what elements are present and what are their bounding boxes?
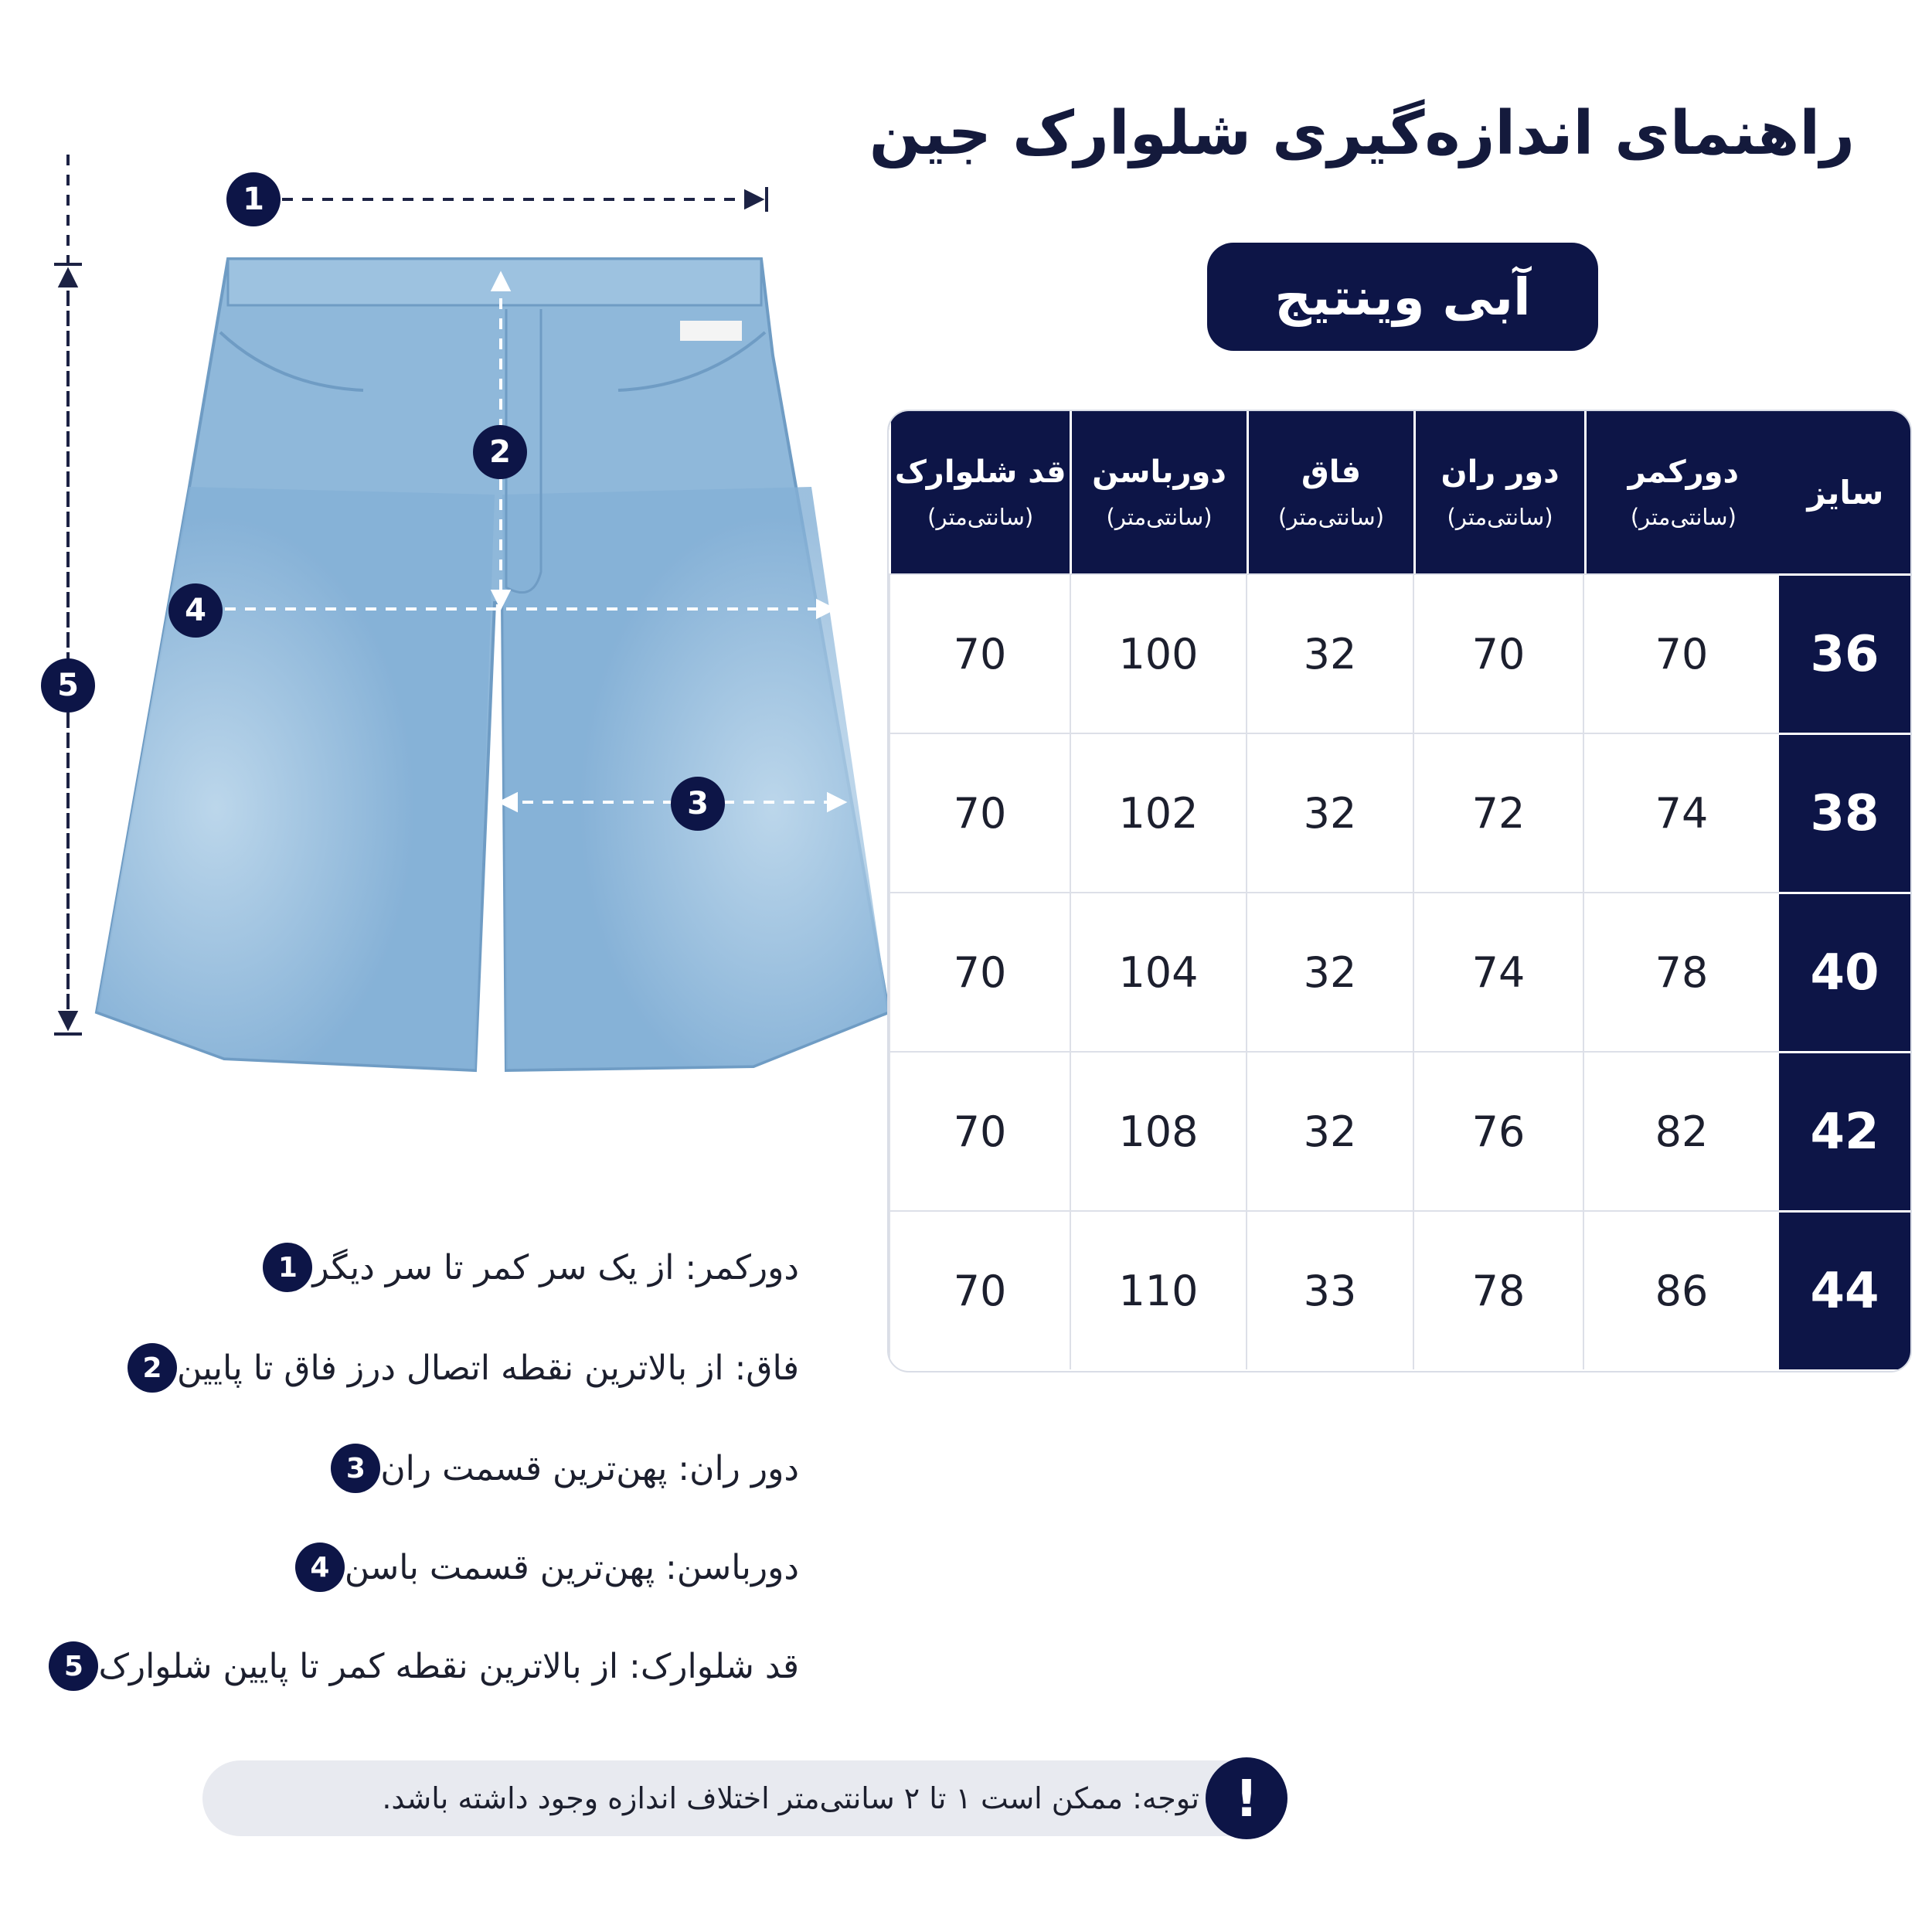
length-cell: 70 (889, 573, 1070, 733)
waist-cell: 78 (1583, 892, 1779, 1051)
legend-text: قد شلوارک: از بالاترین نقطه کمر تا پایین شلوارک (98, 1646, 799, 1686)
size-cell: 40 (1779, 892, 1910, 1051)
hip-cell: 100 (1070, 573, 1246, 733)
size-cell: 36 (1779, 573, 1910, 733)
rise-cell: 32 (1246, 892, 1413, 1051)
header-thigh: دور ران (سانتی‌متر) (1413, 411, 1584, 573)
header-hip: دورباسن (سانتی‌متر) (1070, 411, 1246, 573)
hip-cell: 102 (1070, 733, 1246, 892)
size-cell: 42 (1779, 1051, 1910, 1210)
rise-cell: 32 (1246, 1051, 1413, 1210)
table-row (889, 1210, 1910, 1369)
legend-text: دور ران: پهن‌ترین قسمت ران (380, 1448, 799, 1488)
header-rise: فاق (سانتی‌متر) (1247, 411, 1414, 573)
marker-2: 2 (473, 425, 527, 479)
table-header (889, 411, 1910, 573)
hip-cell: 104 (1070, 892, 1246, 1051)
jean-shorts-illustration (0, 155, 927, 1159)
size-table (887, 410, 1912, 1372)
legend-text: دورباسن: پهن‌ترین قسمت باسن (344, 1547, 799, 1587)
header-length: قد شلوارک (سانتی‌متر) (889, 411, 1070, 573)
length-cell: 70 (889, 1210, 1070, 1369)
length-cell: 70 (889, 892, 1070, 1051)
color-label: آبی وینتیج (1207, 243, 1598, 351)
rise-cell: 32 (1246, 733, 1413, 892)
table-row (889, 733, 1910, 892)
marker-4: 4 (168, 583, 223, 638)
size-cell: 38 (1779, 733, 1910, 892)
table-row (889, 1051, 1910, 1210)
hip-cell: 108 (1070, 1051, 1246, 1210)
hip-cell: 110 (1070, 1210, 1246, 1369)
number-badge: 2 (128, 1343, 177, 1393)
marker-3: 3 (671, 777, 725, 831)
legend-text: دورکمر: از یک سر کمر تا سر دیگر (312, 1247, 799, 1287)
table-row (889, 892, 1910, 1051)
note-bar (202, 1760, 1277, 1836)
shorts-diagram (0, 155, 927, 1159)
marker-1: 1 (226, 172, 281, 226)
number-badge: 1 (263, 1243, 312, 1292)
thigh-cell: 72 (1413, 733, 1583, 892)
waist-cell: 82 (1583, 1051, 1779, 1210)
length-cell: 70 (889, 1051, 1070, 1210)
waist-cell: 70 (1583, 573, 1779, 733)
exclamation-icon: ! (1206, 1757, 1287, 1839)
size-cell: 44 (1779, 1210, 1910, 1369)
number-badge: 4 (295, 1543, 345, 1592)
number-badge: 3 (331, 1444, 380, 1493)
marker-5: 5 (41, 658, 95, 713)
header-waist: دورکمر (سانتی‌متر) (1584, 411, 1781, 573)
page-title: راهنمای اندازه‌گیری شلوارک جین (869, 99, 1855, 168)
header-size: سایز (1781, 411, 1910, 573)
length-cell: 70 (889, 733, 1070, 892)
thigh-cell: 76 (1413, 1051, 1583, 1210)
thigh-cell: 74 (1413, 892, 1583, 1051)
legend-item (49, 1641, 821, 1691)
legend-text: فاق: از بالاترین نقطه اتصال درز فاق تا پایین (177, 1348, 799, 1388)
legend-item (263, 1243, 821, 1292)
thigh-cell: 78 (1413, 1210, 1583, 1369)
number-badge: 5 (49, 1641, 98, 1691)
legend-item (295, 1543, 821, 1592)
waist-cell: 86 (1583, 1210, 1779, 1369)
thigh-cell: 70 (1413, 573, 1583, 733)
note-text: توجه: ممکن است ۱ تا ۲ سانتی‌متر اختلاف اندازه وجود داشته باشد. (382, 1781, 1199, 1815)
legend-item (331, 1444, 821, 1493)
rise-cell: 32 (1246, 573, 1413, 733)
table-row (889, 573, 1910, 733)
legend-item (128, 1343, 821, 1393)
waist-cell: 74 (1583, 733, 1779, 892)
rise-cell: 33 (1246, 1210, 1413, 1369)
